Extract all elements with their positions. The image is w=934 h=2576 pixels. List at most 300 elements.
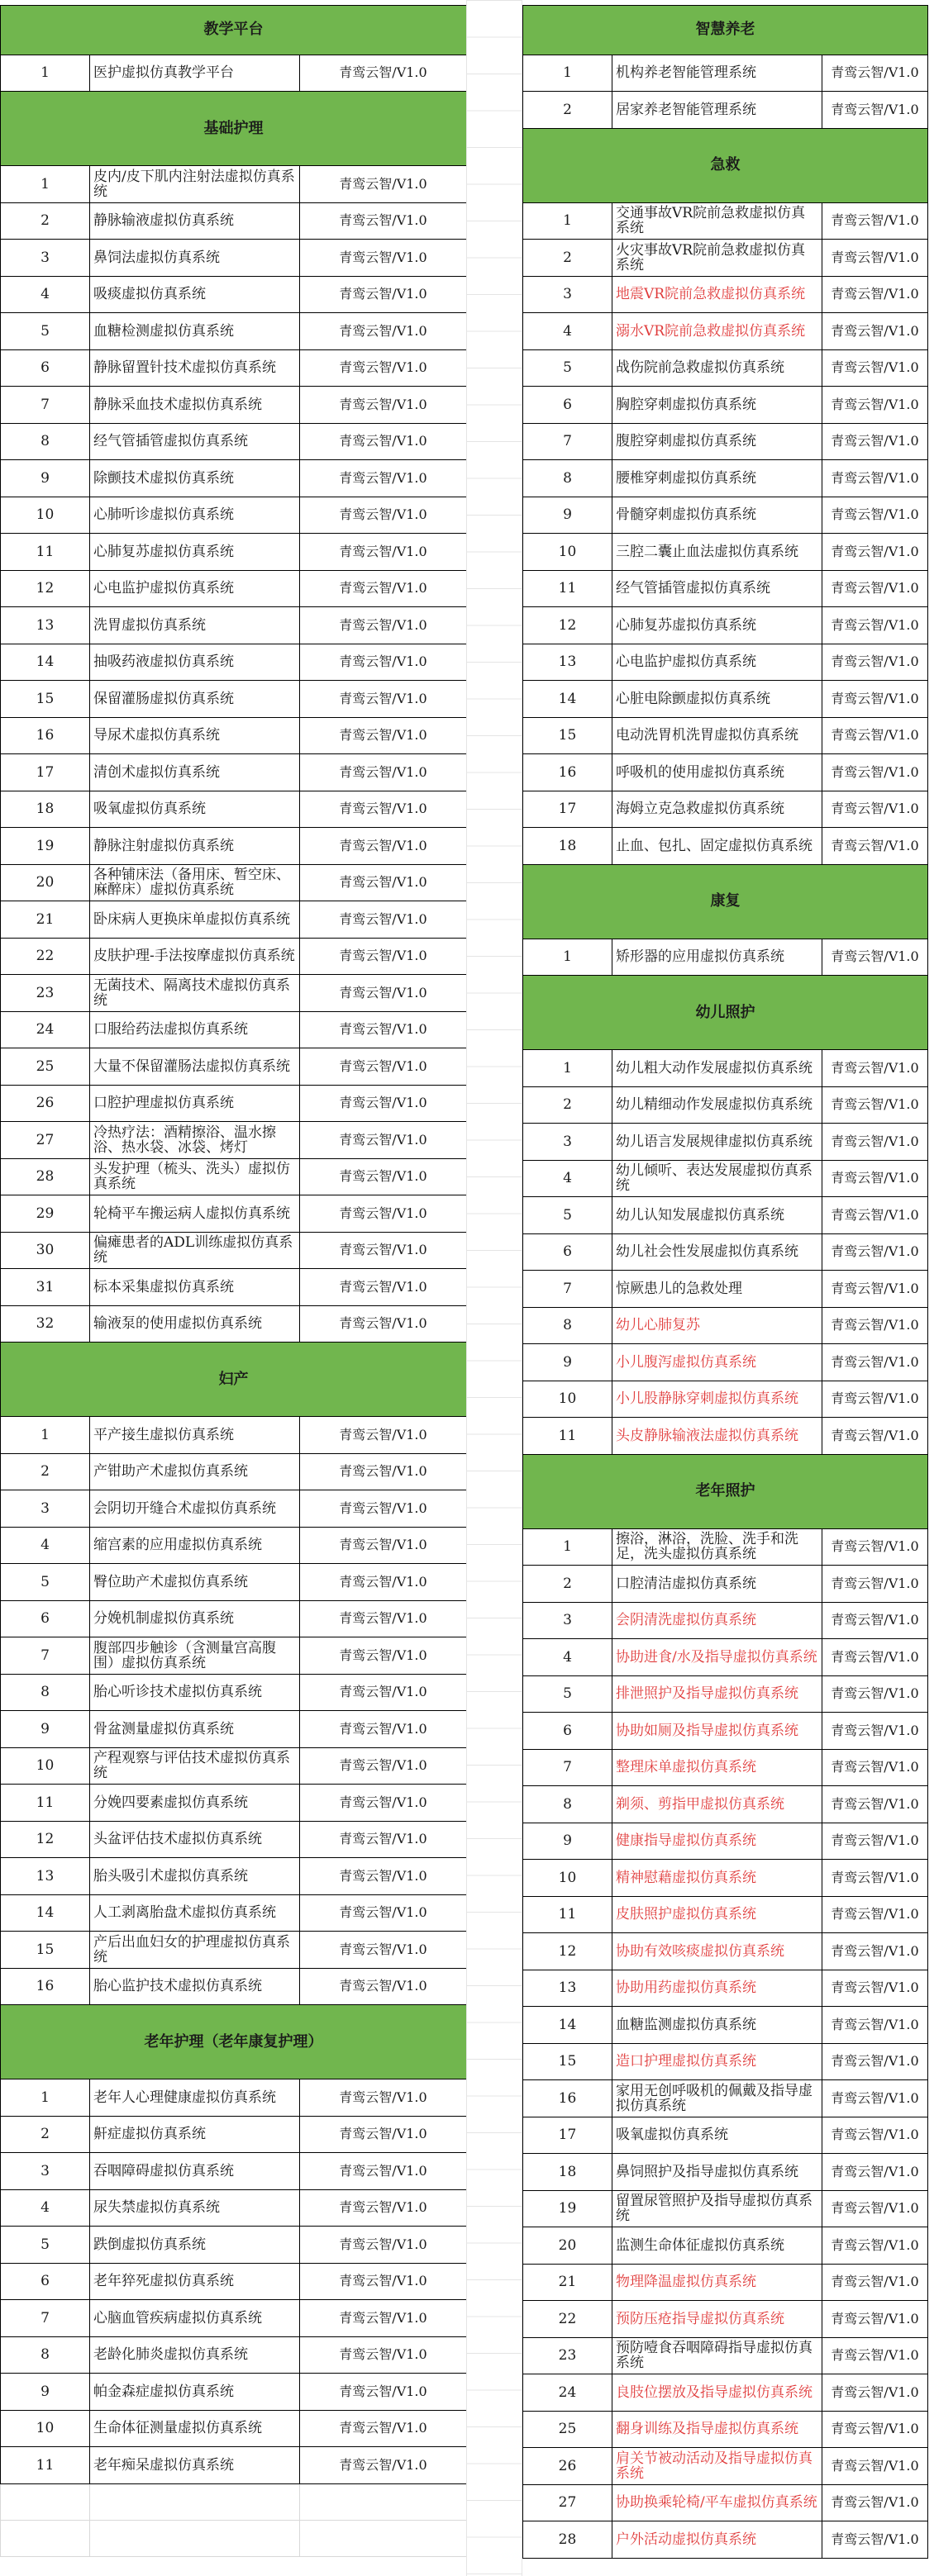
version-label: 青鸾云智/V1.0	[300, 1011, 467, 1048]
product-name: 协助进食/水及指导虚拟仿真系统	[612, 1639, 822, 1676]
version-label: 青鸾云智/V1.0	[300, 1858, 467, 1895]
table-row	[1, 1269, 467, 1306]
table-row	[1, 828, 467, 865]
product-name: 静脉采血技术虚拟仿真系统	[90, 387, 300, 424]
table-row	[523, 2484, 928, 2521]
version-label: 青鸾云智/V1.0	[300, 349, 467, 387]
row-number: 19	[523, 2190, 612, 2227]
table-row	[523, 240, 928, 277]
table-row	[523, 1381, 928, 1418]
product-name: 平产接生虚拟仿真系统	[90, 1417, 300, 1454]
product-name: 老年人心理健康虚拟仿真系统	[90, 2079, 300, 2117]
left-catalog-table	[0, 0, 466, 2576]
table-row	[1, 1158, 467, 1195]
row-number: 6	[523, 387, 612, 424]
row-number: 16	[523, 2080, 612, 2117]
version-label: 青鸾云智/V1.0	[822, 1749, 928, 1786]
row-number: 32	[1, 1305, 90, 1343]
product-name: 大量不保留灌肠法虚拟仿真系统	[90, 1048, 300, 1086]
table-row	[523, 55, 928, 92]
product-name: 肩关节被动活动及指导虚拟仿真系统	[612, 2448, 822, 2485]
row-number: 9	[523, 497, 612, 534]
table-row	[1, 1600, 467, 1637]
version-label: 青鸾云智/V1.0	[822, 644, 928, 681]
row-number: 14	[523, 2007, 612, 2044]
table-row	[523, 2043, 928, 2080]
table-row	[1, 2300, 467, 2337]
row-number: 5	[1, 2227, 90, 2264]
table-row	[1, 423, 467, 460]
version-label: 青鸾云智/V1.0	[300, 1453, 467, 1490]
table-row	[1, 681, 467, 718]
product-name: 除颤技术虚拟仿真系统	[90, 460, 300, 497]
version-label: 青鸾云智/V1.0	[822, 1528, 928, 1566]
table-row	[523, 1823, 928, 1860]
table-row	[1, 607, 467, 644]
product-name: 幼儿精细动作发展虚拟仿真系统	[612, 1086, 822, 1124]
version-label: 青鸾云智/V1.0	[300, 2336, 467, 2374]
product-name: 卧床病人更换床单虚拟仿真系统	[90, 901, 300, 939]
version-label: 青鸾云智/V1.0	[822, 1933, 928, 1970]
row-number: 14	[1, 1894, 90, 1932]
product-name: 心电监护虚拟仿真系统	[90, 570, 300, 607]
row-number: 6	[1, 1600, 90, 1637]
version-label: 青鸾云智/V1.0	[300, 55, 467, 92]
row-number: 2	[1, 202, 90, 240]
table-row	[523, 607, 928, 644]
version-label: 青鸾云智/V1.0	[822, 1271, 928, 1308]
product-name: 跌倒虚拟仿真系统	[90, 2227, 300, 2264]
table-row	[1, 1711, 467, 1748]
table-row	[523, 313, 928, 350]
product-name: 头盆评估技术虚拟仿真系统	[90, 1821, 300, 1858]
version-label: 青鸾云智/V1.0	[300, 975, 467, 1012]
row-number: 13	[523, 1970, 612, 2007]
table-row	[1, 1527, 467, 1564]
table-row	[1, 901, 467, 939]
row-number: 8	[523, 1786, 612, 1823]
product-name: 造口护理虚拟仿真系统	[612, 2043, 822, 2080]
row-number: 13	[1, 607, 90, 644]
row-number: 8	[1, 1674, 90, 1711]
product-name: 洗胃虚拟仿真系统	[90, 607, 300, 644]
version-label: 青鸾云智/V1.0	[822, 55, 928, 92]
version-label: 青鸾云智/V1.0	[822, 570, 928, 607]
table-row	[523, 2080, 928, 2117]
table-row	[1, 1453, 467, 1490]
product-name: 老年痴呆虚拟仿真系统	[90, 2447, 300, 2484]
product-name: 止血、包扎、固定虚拟仿真系统	[612, 828, 822, 865]
product-name: 头发护理（梳头、洗头）虚拟仿真系统	[90, 1158, 300, 1195]
table-row	[523, 1639, 928, 1676]
row-number: 17	[523, 791, 612, 828]
product-name: 保留灌肠虚拟仿真系统	[90, 681, 300, 718]
table-row	[523, 754, 928, 791]
product-name: 老龄化肺炎虚拟仿真系统	[90, 2336, 300, 2374]
table-row	[1, 1085, 467, 1122]
row-number: 10	[1, 2410, 90, 2447]
row-number: 1	[1, 166, 90, 203]
row-number: 24	[523, 2374, 612, 2412]
version-label: 青鸾云智/V1.0	[300, 202, 467, 240]
table-row	[1, 1048, 467, 1086]
table-row	[1, 1417, 467, 1454]
product-name: 幼儿认知发展虚拟仿真系统	[612, 1197, 822, 1234]
version-label: 青鸾云智/V1.0	[822, 1233, 928, 1271]
product-name: 皮内/皮下肌内注射法虚拟仿真系统	[90, 166, 300, 203]
row-number: 4	[523, 1160, 612, 1197]
row-number: 7	[1, 387, 90, 424]
version-label: 青鸾云智/V1.0	[822, 754, 928, 791]
product-name: 会阴清洗虚拟仿真系统	[612, 1602, 822, 1639]
product-name: 心肺复苏虚拟仿真系统	[612, 607, 822, 644]
product-name: 吸痰虚拟仿真系统	[90, 276, 300, 313]
row-number: 3	[1, 1490, 90, 1528]
table-row	[1, 1968, 467, 2005]
version-label: 青鸾云智/V1.0	[822, 1418, 928, 1455]
row-number: 10	[1, 497, 90, 534]
version-label: 青鸾云智/V1.0	[300, 387, 467, 424]
table-row	[1, 1637, 467, 1675]
product-name: 翻身训练及指导虚拟仿真系统	[612, 2411, 822, 2448]
row-number: 27	[523, 2484, 612, 2521]
table-row	[523, 2411, 928, 2448]
table-row	[523, 939, 928, 976]
version-label: 青鸾云智/V1.0	[300, 2410, 467, 2447]
product-name: 幼儿倾听、表达发展虚拟仿真系统	[612, 1160, 822, 1197]
product-name: 臀位助产术虚拟仿真系统	[90, 1564, 300, 1601]
row-number: 26	[523, 2448, 612, 2485]
version-label: 青鸾云智/V1.0	[300, 460, 467, 497]
product-name: 协助换乘轮椅/平车虚拟仿真系统	[612, 2484, 822, 2521]
version-label: 青鸾云智/V1.0	[822, 276, 928, 313]
table-row	[1, 1821, 467, 1858]
row-number: 7	[523, 1271, 612, 1308]
row-number: 7	[523, 1749, 612, 1786]
row-number: 3	[523, 1124, 612, 1161]
version-label: 青鸾云智/V1.0	[300, 1785, 467, 1822]
version-label: 青鸾云智/V1.0	[300, 2153, 467, 2190]
version-label: 青鸾云智/V1.0	[300, 1417, 467, 1454]
empty-row	[1, 2520, 467, 2556]
version-label: 青鸾云智/V1.0	[300, 1821, 467, 1858]
table-row	[523, 2448, 928, 2485]
table-row	[1, 534, 467, 571]
table-row	[523, 717, 928, 754]
table-row	[523, 1528, 928, 1566]
row-number: 15	[523, 717, 612, 754]
product-name: 幼儿语言发展规律虚拟仿真系统	[612, 1124, 822, 1161]
version-label: 青鸾云智/V1.0	[300, 2447, 467, 2484]
table-row	[1, 349, 467, 387]
version-label: 青鸾云智/V1.0	[822, 497, 928, 534]
version-label: 青鸾云智/V1.0	[300, 2263, 467, 2300]
product-name: 良肢位摆放及指导虚拟仿真系统	[612, 2374, 822, 2412]
version-label: 青鸾云智/V1.0	[300, 791, 467, 828]
version-label: 青鸾云智/V1.0	[300, 1674, 467, 1711]
product-name: 生命体征测量虚拟仿真系统	[90, 2410, 300, 2447]
version-label: 青鸾云智/V1.0	[822, 1786, 928, 1823]
product-name: 预防压疮指导虚拟仿真系统	[612, 2301, 822, 2338]
version-label: 青鸾云智/V1.0	[822, 202, 928, 240]
product-name: 抽吸药液虚拟仿真系统	[90, 644, 300, 681]
version-label: 青鸾云智/V1.0	[822, 2007, 928, 2044]
product-name: 小儿股静脉穿刺虚拟仿真系统	[612, 1381, 822, 1418]
version-label: 青鸾云智/V1.0	[822, 92, 928, 129]
version-label: 青鸾云智/V1.0	[822, 1713, 928, 1750]
product-name: 剃须、剪指甲虚拟仿真系统	[612, 1786, 822, 1823]
product-name: 心脏电除颤虚拟仿真系统	[612, 681, 822, 718]
version-label: 青鸾云智/V1.0	[300, 2079, 467, 2117]
product-name: 排泄照护及指导虚拟仿真系统	[612, 1675, 822, 1713]
version-label: 青鸾云智/V1.0	[822, 1675, 928, 1713]
version-label: 青鸾云智/V1.0	[300, 276, 467, 313]
table-row	[523, 2374, 928, 2412]
row-number: 21	[523, 2264, 612, 2301]
table-row	[1, 1122, 467, 1159]
row-number: 27	[1, 1122, 90, 1159]
table-row	[523, 92, 928, 129]
section-header	[523, 128, 928, 202]
row-number: 11	[523, 1896, 612, 1933]
product-name: 协助有效咳痰虚拟仿真系统	[612, 1933, 822, 1970]
table-row	[523, 1344, 928, 1381]
table-row	[523, 2190, 928, 2227]
row-number: 2	[523, 1566, 612, 1603]
product-name: 口腔清洁虚拟仿真系统	[612, 1566, 822, 1603]
version-label: 青鸾云智/V1.0	[300, 1232, 467, 1269]
table-row	[523, 202, 928, 240]
product-name: 腰椎穿刺虚拟仿真系统	[612, 460, 822, 497]
row-number: 20	[1, 864, 90, 901]
row-number: 11	[523, 1418, 612, 1455]
version-label: 青鸾云智/V1.0	[300, 313, 467, 350]
row-number: 25	[1, 1048, 90, 1086]
table-row	[523, 1307, 928, 1344]
version-label: 青鸾云智/V1.0	[822, 2043, 928, 2080]
table-row	[1, 166, 467, 203]
version-label: 青鸾云智/V1.0	[300, 607, 467, 644]
version-label: 青鸾云智/V1.0	[822, 2154, 928, 2191]
row-number: 5	[523, 1675, 612, 1713]
product-name: 协助如厕及指导虚拟仿真系统	[612, 1713, 822, 1750]
product-name: 鼻饲照护及指导虚拟仿真系统	[612, 2154, 822, 2191]
row-number: 4	[1, 1527, 90, 1564]
version-label: 青鸾云智/V1.0	[300, 1085, 467, 1122]
row-number: 9	[523, 1344, 612, 1381]
product-name: 幼儿心肺复苏	[612, 1307, 822, 1344]
product-name: 血糖监测虚拟仿真系统	[612, 2007, 822, 2044]
row-number: 23	[1, 975, 90, 1012]
version-label: 青鸾云智/V1.0	[822, 607, 928, 644]
version-label: 青鸾云智/V1.0	[300, 681, 467, 718]
section-header	[1, 92, 467, 166]
row-number: 12	[523, 607, 612, 644]
row-number: 16	[1, 717, 90, 754]
product-name: 幼儿社会性发展虚拟仿真系统	[612, 1233, 822, 1271]
table-row	[523, 2521, 928, 2559]
table-row	[1, 2227, 467, 2264]
product-name: 产后出血妇女的护理虚拟仿真系统	[90, 1932, 300, 1969]
table-row	[1, 2263, 467, 2300]
row-number: 26	[1, 1085, 90, 1122]
table-row	[523, 387, 928, 424]
version-label: 青鸾云智/V1.0	[300, 1195, 467, 1233]
table-row	[1, 2116, 467, 2153]
product-name: 静脉注射虚拟仿真系统	[90, 828, 300, 865]
version-label: 青鸾云智/V1.0	[300, 1122, 467, 1159]
table-row	[1, 387, 467, 424]
table-row	[523, 1086, 928, 1124]
product-name: 心肺听诊虚拟仿真系统	[90, 497, 300, 534]
version-label: 青鸾云智/V1.0	[822, 2484, 928, 2521]
row-number: 3	[1, 2153, 90, 2190]
section-header	[1, 2005, 467, 2079]
product-name: 导尿术虚拟仿真系统	[90, 717, 300, 754]
row-number: 1	[1, 1417, 90, 1454]
version-label: 青鸾云智/V1.0	[300, 1269, 467, 1306]
version-label: 青鸾云智/V1.0	[822, 2374, 928, 2412]
row-number: 10	[523, 1860, 612, 1897]
row-number: 22	[1, 938, 90, 975]
table-row	[1, 1305, 467, 1343]
table-row	[523, 828, 928, 865]
row-number: 10	[1, 1747, 90, 1785]
row-number: 23	[523, 2337, 612, 2374]
product-name: 无菌技术、隔离技术虚拟仿真系统	[90, 975, 300, 1012]
row-number: 4	[523, 1639, 612, 1676]
right-catalog-table	[522, 0, 934, 2576]
version-label: 青鸾云智/V1.0	[822, 791, 928, 828]
product-name: 吸氧虚拟仿真系统	[90, 791, 300, 828]
table-row	[523, 276, 928, 313]
product-name: 交通事故VR院前急救虚拟仿真系统	[612, 202, 822, 240]
spreadsheet-gap-column	[466, 0, 522, 2576]
version-label: 青鸾云智/V1.0	[300, 938, 467, 975]
row-number: 16	[1, 1968, 90, 2005]
version-label: 青鸾云智/V1.0	[822, 1124, 928, 1161]
row-number: 5	[523, 1197, 612, 1234]
table-row	[523, 1418, 928, 1455]
version-label: 青鸾云智/V1.0	[822, 1823, 928, 1860]
version-label: 青鸾云智/V1.0	[300, 1527, 467, 1564]
row-number: 7	[1, 1637, 90, 1675]
row-number: 7	[1, 2300, 90, 2337]
product-name: 地震VR院前急救虚拟仿真系统	[612, 276, 822, 313]
version-label: 青鸾云智/V1.0	[300, 901, 467, 939]
row-number: 3	[1, 240, 90, 277]
section-title: 幼儿照护	[523, 976, 928, 1050]
row-number: 15	[523, 2043, 612, 2080]
version-label: 青鸾云智/V1.0	[822, 1970, 928, 2007]
row-number: 5	[523, 349, 612, 387]
product-name: 老年猝死虚拟仿真系统	[90, 2263, 300, 2300]
row-number: 24	[1, 1011, 90, 1048]
product-name: 轮椅平车搬运病人虚拟仿真系统	[90, 1195, 300, 1233]
row-number: 22	[523, 2301, 612, 2338]
table-row	[1, 864, 467, 901]
table-row	[1, 791, 467, 828]
table-row	[523, 2007, 928, 2044]
product-name: 冷热疗法：酒精擦浴、温水擦浴、热水袋、冰袋、烤灯	[90, 1122, 300, 1159]
product-name: 人工剥离胎盘术虚拟仿真系统	[90, 1894, 300, 1932]
table-row	[1, 975, 467, 1012]
product-name: 分娩机制虚拟仿真系统	[90, 1600, 300, 1637]
version-label: 青鸾云智/V1.0	[822, 313, 928, 350]
version-label: 青鸾云智/V1.0	[822, 387, 928, 424]
row-number: 15	[1, 681, 90, 718]
row-number: 12	[1, 570, 90, 607]
product-name: 幼儿粗大动作发展虚拟仿真系统	[612, 1050, 822, 1087]
section-title: 教学平台	[1, 5, 467, 55]
row-number: 1	[523, 202, 612, 240]
row-number: 13	[523, 644, 612, 681]
version-label: 青鸾云智/V1.0	[822, 2337, 928, 2374]
product-name: 骨盆测量虚拟仿真系统	[90, 1711, 300, 1748]
version-label: 青鸾云智/V1.0	[300, 1564, 467, 1601]
product-name: 帕金森症虚拟仿真系统	[90, 2374, 300, 2411]
row-number: 31	[1, 1269, 90, 1306]
product-name: 皮肤护理-手法按摩虚拟仿真系统	[90, 938, 300, 975]
table-row	[1, 938, 467, 975]
version-label: 青鸾云智/V1.0	[300, 1711, 467, 1748]
table-row	[1, 1858, 467, 1895]
table-row	[1, 1011, 467, 1048]
table-row	[1, 460, 467, 497]
row-number: 8	[1, 2336, 90, 2374]
table-row	[523, 570, 928, 607]
table-row	[523, 644, 928, 681]
product-name: 头皮静脉输液法虚拟仿真系统	[612, 1418, 822, 1455]
row-number: 13	[1, 1858, 90, 1895]
version-label: 青鸾云智/V1.0	[822, 828, 928, 865]
table-row	[1, 754, 467, 791]
version-label: 青鸾云智/V1.0	[300, 2227, 467, 2264]
table-row	[1, 1195, 467, 1233]
table-row	[1, 1674, 467, 1711]
table-row	[523, 1124, 928, 1161]
section-header	[523, 1454, 928, 1528]
product-name: 吸氧虚拟仿真系统	[612, 2117, 822, 2154]
table-row	[1, 2189, 467, 2227]
table-row	[523, 2301, 928, 2338]
product-name: 各种铺床法（备用床、暂空床、麻醉床）虚拟仿真系统	[90, 864, 300, 901]
version-label: 青鸾云智/V1.0	[300, 1932, 467, 1969]
version-label: 青鸾云智/V1.0	[822, 681, 928, 718]
product-name: 缩宫素的应用虚拟仿真系统	[90, 1527, 300, 1564]
product-name: 预防噎食吞咽障碍指导虚拟仿真系统	[612, 2337, 822, 2374]
empty-row	[1, 2483, 467, 2520]
product-name: 分娩四要素虚拟仿真系统	[90, 1785, 300, 1822]
section-title: 康复	[523, 864, 928, 939]
product-name: 皮肤照护虚拟仿真系统	[612, 1896, 822, 1933]
row-number: 5	[1, 313, 90, 350]
version-label: 青鸾云智/V1.0	[822, 2190, 928, 2227]
table-row	[523, 2337, 928, 2374]
section-title: 急救	[523, 128, 928, 202]
version-label: 青鸾云智/V1.0	[822, 1566, 928, 1603]
row-number: 12	[1, 1821, 90, 1858]
version-label: 青鸾云智/V1.0	[822, 2411, 928, 2448]
product-name: 心电监护虚拟仿真系统	[612, 644, 822, 681]
row-number: 14	[523, 681, 612, 718]
version-label: 青鸾云智/V1.0	[300, 1490, 467, 1528]
row-number: 25	[523, 2411, 612, 2448]
product-name: 物理降温虚拟仿真系统	[612, 2264, 822, 2301]
table-row	[523, 423, 928, 460]
version-label: 青鸾云智/V1.0	[822, 2227, 928, 2265]
product-name: 三腔二囊止血法虚拟仿真系统	[612, 534, 822, 571]
